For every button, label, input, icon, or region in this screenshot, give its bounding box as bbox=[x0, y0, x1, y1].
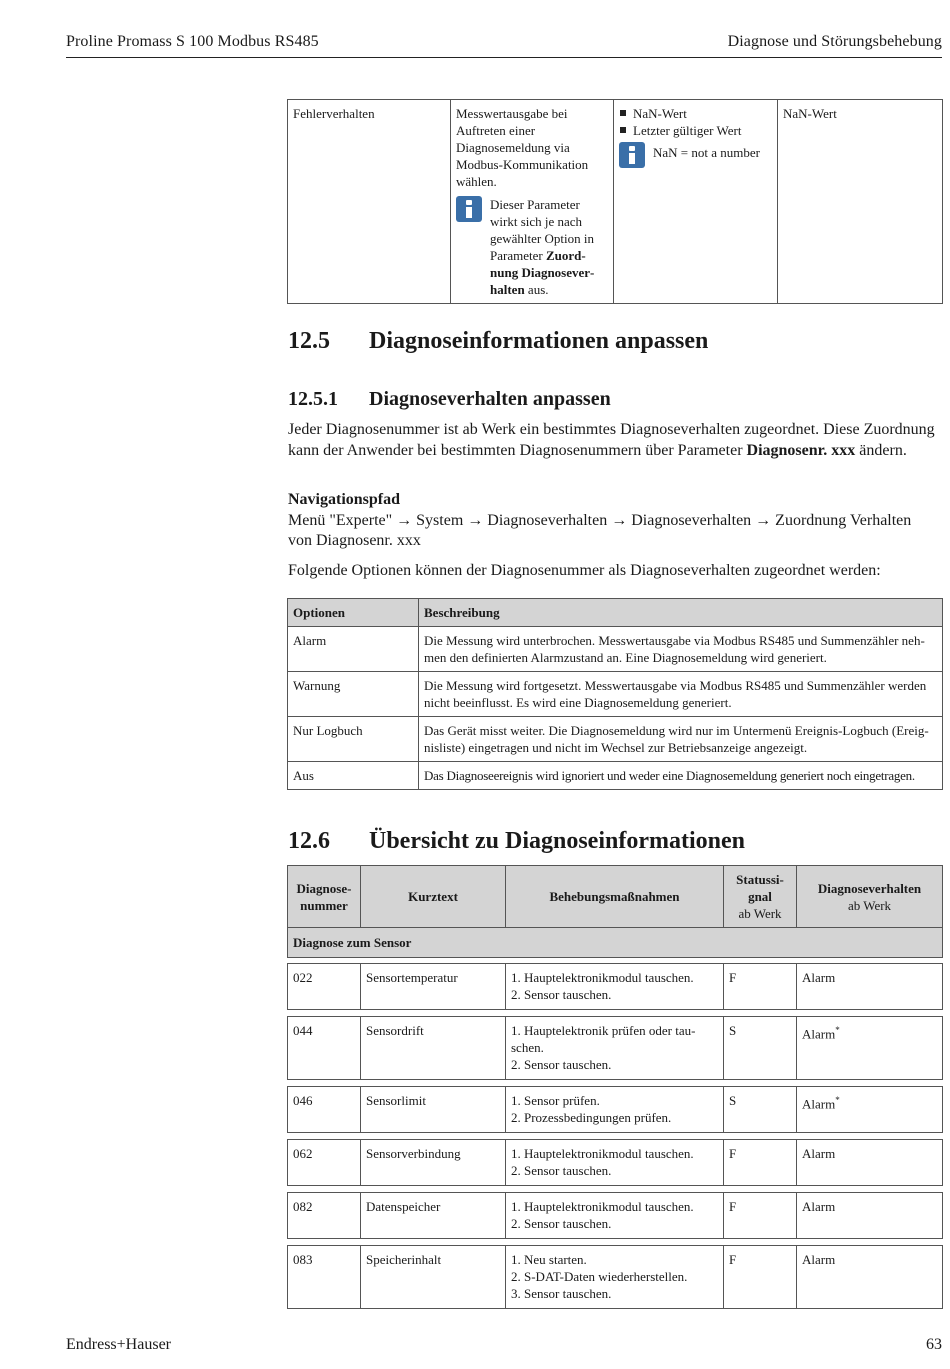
behavior-text: Alarm bbox=[802, 1146, 836, 1161]
column-header-sub: ab Werk bbox=[847, 897, 892, 913]
remedy-step: 2. Prozessbedingungen prüfen. bbox=[511, 1110, 672, 1125]
behavior-text: Alarm bbox=[802, 1026, 836, 1042]
column-header bbox=[724, 866, 797, 928]
diag-number: 022 bbox=[288, 964, 361, 1010]
overview-row-table bbox=[287, 1139, 943, 1186]
option-name: Aus bbox=[288, 762, 419, 790]
diag-remedy bbox=[506, 1017, 724, 1080]
option-desc: Die Messung wird fortgesetzt. Messwertausgabe via Modbus RS485 und Summenzähler werden nicht beeinflusst. Es wird eine Diagnosemeldung generiert. bbox=[419, 672, 943, 717]
info-note bbox=[619, 142, 772, 168]
behavior-text: Alarm bbox=[802, 1096, 836, 1112]
info-note-part: Dieser Parameter wirkt sich je nach gewählter Option in Parameter bbox=[490, 197, 594, 263]
options-table bbox=[287, 598, 943, 790]
diag-short-text: Sensorverbindung bbox=[361, 1140, 506, 1186]
diag-number: 082 bbox=[288, 1193, 361, 1239]
section-number: 12.5 bbox=[288, 328, 330, 354]
column-header-sub: ab Werk bbox=[738, 906, 782, 921]
diag-short-text: Datenspeicher bbox=[361, 1193, 506, 1239]
param-factory-cell: NaN-Wert bbox=[778, 100, 943, 304]
behavior-text: Alarm bbox=[802, 1252, 836, 1267]
navigation-path: Menü "Experte" → System → Diagnoseverhalten → Diagnoseverhalten → Zuordnung Verhalten von Diagnosenr. xxx bbox=[288, 511, 912, 549]
section-number: 12.6 bbox=[288, 828, 330, 854]
diag-status: F bbox=[724, 964, 797, 1010]
remedy-step: 1. Sensor prüfen. bbox=[511, 1093, 600, 1108]
diag-number: 046 bbox=[288, 1087, 361, 1133]
section-heading bbox=[288, 328, 708, 355]
overview-row-table bbox=[287, 1245, 943, 1309]
section-label: Diagnose zum Sensor bbox=[288, 928, 943, 958]
diag-remedy bbox=[506, 1193, 724, 1239]
diag-short-text: Sensordrift bbox=[361, 1017, 506, 1080]
section-heading bbox=[288, 828, 745, 855]
overview-row-table bbox=[287, 963, 943, 1010]
diag-status: F bbox=[724, 1193, 797, 1239]
column-header: Beschreibung bbox=[419, 599, 943, 627]
param-name-cell: Fehlerverhalten bbox=[288, 100, 451, 304]
table-header-row bbox=[288, 599, 943, 627]
param-options-cell bbox=[614, 100, 778, 304]
table-row bbox=[288, 717, 943, 762]
table-row bbox=[288, 1087, 943, 1133]
overview-row-table bbox=[287, 1016, 943, 1080]
param-desc-cell bbox=[451, 100, 614, 304]
remedy-step: 1. Hauptelektronikmodul tauschen. bbox=[511, 1146, 694, 1161]
diag-status: F bbox=[724, 1246, 797, 1309]
remedy-step: 1. Neu starten. bbox=[511, 1252, 587, 1267]
diag-status: S bbox=[724, 1087, 797, 1133]
paragraph bbox=[288, 420, 938, 461]
table-row bbox=[288, 1140, 943, 1186]
remedy-step: 3. Sensor tauschen. bbox=[511, 1286, 612, 1301]
footer-brand: Endress+Hauser bbox=[66, 1336, 171, 1353]
table-row bbox=[288, 627, 943, 672]
param-desc-text: Messwertausgabe bei Auftreten einer Diagnosemeldung via Modbus-Kommunikation wählen. bbox=[456, 106, 589, 189]
info-note bbox=[456, 196, 608, 298]
diag-remedy bbox=[506, 1087, 724, 1133]
diag-remedy bbox=[506, 1140, 724, 1186]
section-title: Übersicht zu Diagnoseinformationen bbox=[369, 828, 745, 854]
info-note-param: Zuordnung Diagnoseverhalten bbox=[490, 248, 595, 297]
info-note-part: aus. bbox=[524, 282, 549, 297]
diag-short-text: Sensortemperatur bbox=[361, 964, 506, 1010]
paragraph-param: Diagnosenr. xxx bbox=[746, 441, 856, 459]
diag-behavior bbox=[797, 1017, 943, 1080]
list-item: NaN-Wert bbox=[619, 105, 772, 122]
remedy-step: 2. Sensor tauschen. bbox=[511, 1216, 612, 1231]
footnote-marker: * bbox=[835, 1025, 840, 1035]
table-row bbox=[288, 1246, 943, 1309]
diag-status: F bbox=[724, 1140, 797, 1186]
column-header: Kurztext bbox=[361, 866, 506, 928]
info-icon bbox=[456, 196, 482, 222]
paragraph-text: Jeder Diagnosenummer ist ab Werk ein bestimmtes Diagnoseverhalten zugeordnet. Diese Zuordnung kann der Anwender bei bestimmten Diagnosenummern über Parameter bbox=[288, 421, 935, 459]
overview-row-table bbox=[287, 1192, 943, 1239]
option-desc: Das Gerät misst weiter. Die Diagnosemeldung wird nur im Untermenü Ereignis-Logbuch (Ereignisliste) eingetragen und nicht im Wechsel zur Betriebsanzeige angezeigt. bbox=[419, 717, 943, 762]
paragraph: Folgende Optionen können der Diagnosenummer als Diagnoseverhalten zugeordnet werden: bbox=[288, 562, 881, 579]
remedy-step: 1. Hauptelektronikmodul tauschen. bbox=[511, 970, 694, 985]
diag-behavior bbox=[797, 1087, 943, 1133]
column-header-main: Diagnoseverhalten bbox=[817, 880, 922, 896]
info-icon bbox=[619, 142, 645, 168]
list-item: Letzter gültiger Wert bbox=[619, 122, 772, 139]
paragraph-text: ändern. bbox=[855, 441, 907, 459]
header-doc-title: Proline Promass S 100 Modbus RS485 bbox=[66, 33, 319, 50]
column-header: Optionen bbox=[288, 599, 419, 627]
diag-short-text: Speicherinhalt bbox=[361, 1246, 506, 1309]
info-note-text bbox=[490, 196, 608, 298]
page-number: 63 bbox=[926, 1336, 942, 1353]
table-row bbox=[288, 762, 943, 790]
remedy-step: 2. S-DAT-Daten wiederherstellen. bbox=[511, 1269, 688, 1284]
option-name: Warnung bbox=[288, 672, 419, 717]
diag-number: 083 bbox=[288, 1246, 361, 1309]
info-note-text: NaN = not a number bbox=[653, 145, 760, 160]
remedy-step: 1. Hauptelektronikmodul tauschen. bbox=[511, 1199, 694, 1214]
subsection-title: Diagnoseverhalten anpassen bbox=[369, 388, 611, 410]
column-header bbox=[797, 866, 943, 928]
diag-number: 062 bbox=[288, 1140, 361, 1186]
table-row bbox=[288, 100, 943, 304]
diag-behavior bbox=[797, 964, 943, 1010]
subsection-heading bbox=[288, 388, 611, 411]
navigation-block bbox=[288, 490, 938, 552]
overview-row-table bbox=[287, 1086, 943, 1133]
table-row bbox=[288, 1017, 943, 1080]
remedy-step: 2. Sensor tauschen. bbox=[511, 1163, 612, 1178]
remedy-step: 2. Sensor tauschen. bbox=[511, 987, 612, 1002]
options-list bbox=[619, 105, 772, 139]
section-row bbox=[288, 928, 943, 958]
header-rule bbox=[66, 57, 942, 58]
column-header: Diagnosenummer bbox=[288, 866, 361, 928]
header-chapter-title: Diagnose und Störungsbehebung bbox=[727, 33, 942, 50]
column-header-main: Statussignal bbox=[736, 872, 784, 904]
option-name: Alarm bbox=[288, 627, 419, 672]
subsection-number: 12.5.1 bbox=[288, 388, 338, 410]
diag-behavior bbox=[797, 1193, 943, 1239]
table-row bbox=[288, 964, 943, 1010]
table-row bbox=[288, 672, 943, 717]
diag-short-text: Sensorlimit bbox=[361, 1087, 506, 1133]
diag-number: 044 bbox=[288, 1017, 361, 1080]
column-header: Behebungsmaßnahmen bbox=[506, 866, 724, 928]
diag-behavior bbox=[797, 1246, 943, 1309]
footnote-marker: * bbox=[835, 1095, 840, 1105]
diag-remedy bbox=[506, 1246, 724, 1309]
option-name: Nur Logbuch bbox=[288, 717, 419, 762]
navigation-title: Navigationspfad bbox=[288, 491, 401, 508]
remedy-step: 1. Hauptelektronik prüfen oder tauschen. bbox=[511, 1023, 696, 1055]
parameter-table bbox=[287, 99, 943, 304]
diag-status: S bbox=[724, 1017, 797, 1080]
table-row bbox=[288, 1193, 943, 1239]
section-title: Diagnoseinformationen anpassen bbox=[369, 328, 709, 354]
overview-header-table bbox=[287, 865, 943, 958]
option-desc: Die Messung wird unterbrochen. Messwertausgabe via Modbus RS485 und Summenzähler nehmen den definierten Alarmzustand an. Eine Diagnosemeldung wird generiert. bbox=[419, 627, 943, 672]
remedy-step: 2. Sensor tauschen. bbox=[511, 1057, 612, 1072]
behavior-text: Alarm bbox=[802, 1199, 836, 1214]
diag-behavior bbox=[797, 1140, 943, 1186]
option-desc: Das Diagnoseereignis wird ignoriert und weder eine Diagnosemeldung generiert noch eingetragen. bbox=[419, 762, 943, 790]
behavior-text: Alarm bbox=[802, 970, 836, 985]
table-header-row bbox=[288, 866, 943, 928]
diag-remedy bbox=[506, 964, 724, 1010]
